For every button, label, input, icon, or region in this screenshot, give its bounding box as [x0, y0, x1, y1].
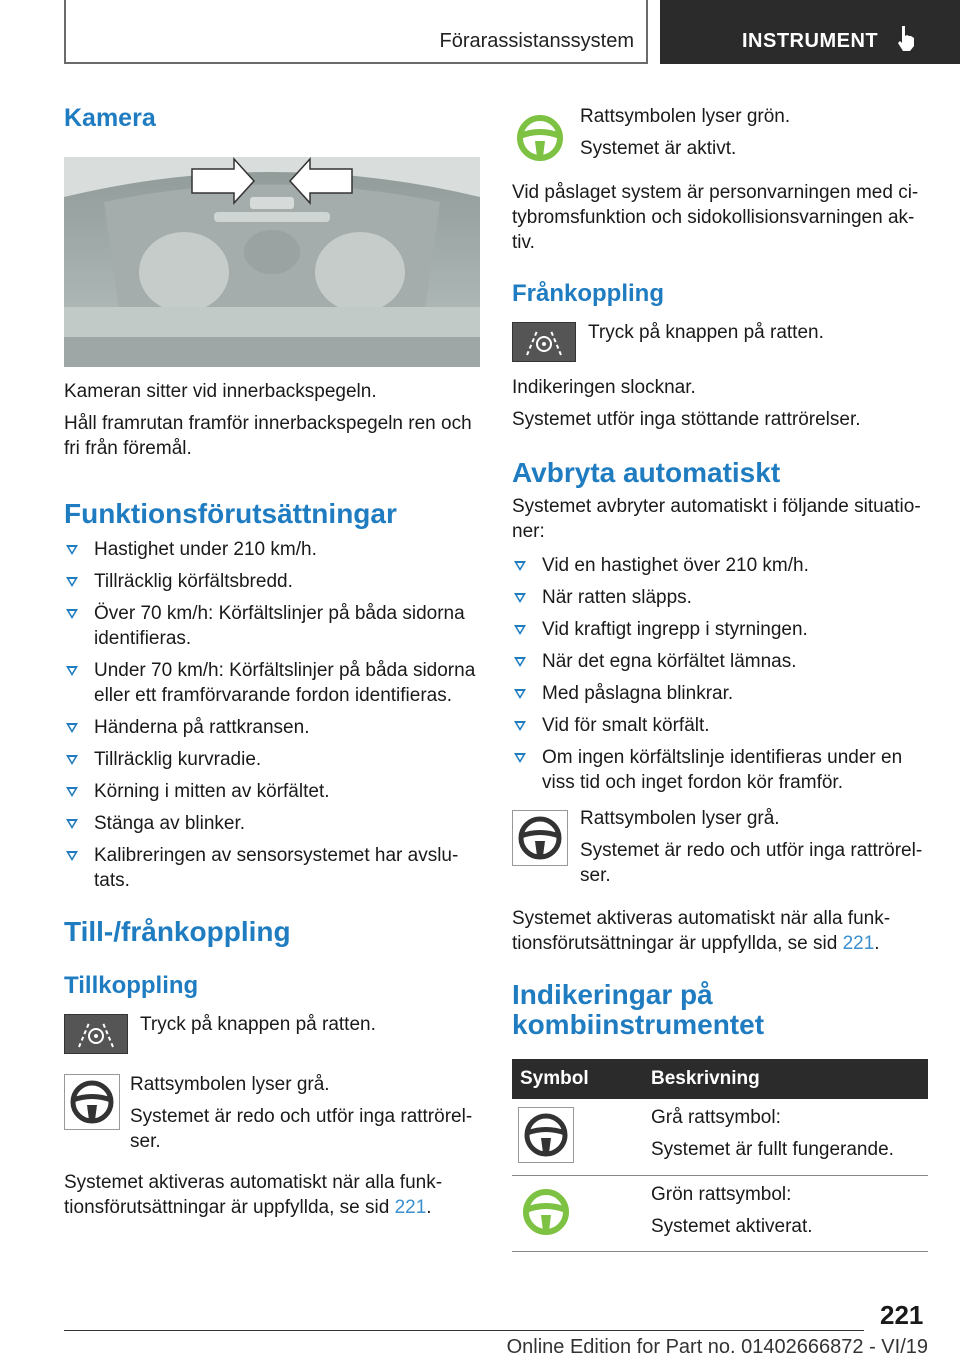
kamera-clean-text: Håll framrutan framför innerbackspegeln ren och fri från föremål.	[64, 413, 472, 459]
list-item: Körning i mitten av körfältet.	[64, 779, 480, 804]
bullet-triangle-icon	[514, 721, 526, 731]
list-item: Över 70 km/h: Körfältslinjer på båda sidorna identifieras.	[64, 601, 480, 651]
header-section-tab	[64, 0, 648, 64]
header-chapter-tab	[660, 0, 960, 64]
footer-divider	[64, 1330, 864, 1331]
page-link-221[interactable]: 221	[842, 933, 875, 954]
frankoppling-heading: Frånkoppling	[512, 280, 664, 307]
column-header-symbol: Symbol	[520, 1068, 589, 1089]
avbryta-intro-text: Systemet avbryter automatiskt i följande situatio-ner:	[512, 496, 921, 542]
list-item: När det egna körfältet lämnas.	[512, 649, 928, 674]
frankoppling-text: Tryck på knappen på ratten.	[588, 322, 824, 343]
green-steering-wheel-icon	[512, 110, 568, 166]
list-item: Tillräcklig körfältsbredd.	[64, 569, 480, 594]
kamera-location-text: Kameran sitter vid innerbackspegeln.	[64, 381, 377, 402]
lane-assist-button-icon	[512, 322, 576, 362]
row-desc-title: Grön rattsymbol:	[651, 1183, 792, 1205]
bullet-triangle-icon	[514, 561, 526, 571]
auto-activation-text: Systemet aktiveras automatiskt när alla funk-tionsförutsättningar är uppfyllda, se sid 221.	[64, 1172, 443, 1218]
list-item: Stänga av blinker.	[64, 811, 480, 836]
bullet-triangle-icon	[514, 625, 526, 635]
page-link-221[interactable]: 221	[394, 1197, 427, 1218]
gray-steering-wheel-icon	[64, 1074, 120, 1130]
column-header-beskrivning: Beskrivning	[651, 1068, 760, 1089]
kamera-heading: Kamera	[64, 104, 156, 132]
funktionsforutsattningar-heading: Funktionsförutsättningar	[64, 498, 397, 529]
row-desc-text: Systemet aktiverat.	[651, 1215, 813, 1237]
green-symbol-desc: Systemet är aktivt.	[580, 138, 737, 159]
indicator-off-text: Indikeringen slocknar.	[512, 377, 696, 398]
list-item: Med påslagna blinkrar.	[512, 681, 928, 706]
bullet-triangle-icon	[66, 787, 78, 797]
car-interior-image	[64, 157, 480, 367]
green-steering-wheel-icon	[518, 1184, 574, 1240]
symbol-table	[512, 1059, 928, 1252]
list-item: När ratten släpps.	[512, 585, 928, 610]
table-row	[512, 1175, 928, 1251]
till-frankoppling-heading: Till-/frånkoppling	[64, 916, 291, 947]
green-symbol-text: Rattsymbolen lyser grön.	[580, 106, 791, 127]
bullet-triangle-icon	[514, 657, 526, 667]
list-item: Kalibreringen av sensorsystemet har avslu-tats.	[64, 843, 480, 893]
header-section-label: Förarassistanssystem	[439, 30, 634, 52]
lane-assist-button-icon	[64, 1014, 128, 1054]
warning-text: Vid påslaget system är personvarningen med ci-tybromsfunktion och sidokollisionsvarningen ak-tiv.	[512, 182, 919, 253]
auto-activation-text: Systemet aktiveras automatiskt när alla funk-tionsförutsättningar är uppfyllda, se sid 221.	[512, 908, 891, 954]
gray-symbol-desc: Systemet är redo och utför inga rattrörel-ser.	[580, 840, 923, 886]
bullet-triangle-icon	[66, 723, 78, 733]
footer-edition: Online Edition for Part no. 01402666872 - VI/19	[506, 1336, 928, 1358]
list-item: Hastighet under 210 km/h.	[64, 537, 480, 562]
bullet-triangle-icon	[66, 545, 78, 555]
list-item: Vid en hastighet över 210 km/h.	[512, 553, 928, 578]
camera-location-illustration	[64, 157, 480, 367]
bullet-triangle-icon	[66, 755, 78, 765]
row-desc-text: Systemet är fullt fungerande.	[651, 1139, 894, 1160]
bullet-triangle-icon	[66, 851, 78, 861]
row-desc-title: Grå rattsymbol:	[651, 1107, 781, 1128]
requirements-list	[64, 537, 480, 900]
list-item: Händerna på rattkransen.	[64, 715, 480, 740]
bullet-triangle-icon	[514, 689, 526, 699]
indikeringar-heading: Indikeringar på kombiinstrumentet	[512, 979, 765, 1040]
list-item: Under 70 km/h: Körfältslinjer på båda sidorna eller ett framförvarande fordon identifieras.	[64, 658, 480, 708]
page-number: 221	[880, 1300, 924, 1330]
tillkoppling-text: Tryck på knappen på ratten.	[140, 1014, 376, 1035]
table-header-row	[512, 1059, 928, 1099]
bullet-triangle-icon	[66, 577, 78, 587]
gray-steering-wheel-icon	[518, 1107, 574, 1163]
tillkoppling-heading: Tillkoppling	[64, 972, 199, 999]
bullet-triangle-icon	[66, 609, 78, 619]
list-item: Vid kraftigt ingrepp i styrningen.	[512, 617, 928, 642]
bullet-triangle-icon	[66, 666, 78, 676]
list-item: Vid för smalt körfält.	[512, 713, 928, 738]
gray-symbol-text: Rattsymbolen lyser grå.	[580, 808, 780, 829]
gray-symbol-desc: Systemet är redo och utför inga rattrörel-ser.	[130, 1106, 473, 1152]
bullet-triangle-icon	[514, 593, 526, 603]
table-row	[512, 1099, 928, 1175]
gray-steering-wheel-icon	[512, 810, 568, 866]
no-support-text: Systemet utför inga stöttande rattrörelser.	[512, 409, 861, 430]
abort-conditions-list	[512, 553, 928, 802]
list-item: Om ingen körfältslinje identifieras under en viss tid och inget fordon kör framför.	[512, 745, 928, 795]
gray-symbol-text: Rattsymbolen lyser grå.	[130, 1074, 330, 1095]
header-chapter-label: INSTRUMENT	[742, 30, 879, 52]
bullet-triangle-icon	[66, 819, 78, 829]
pointing-hand-icon	[896, 24, 918, 52]
bullet-triangle-icon	[514, 753, 526, 763]
list-item: Tillräcklig kurvradie.	[64, 747, 480, 772]
avbryta-automatiskt-heading: Avbryta automatiskt	[512, 457, 781, 488]
